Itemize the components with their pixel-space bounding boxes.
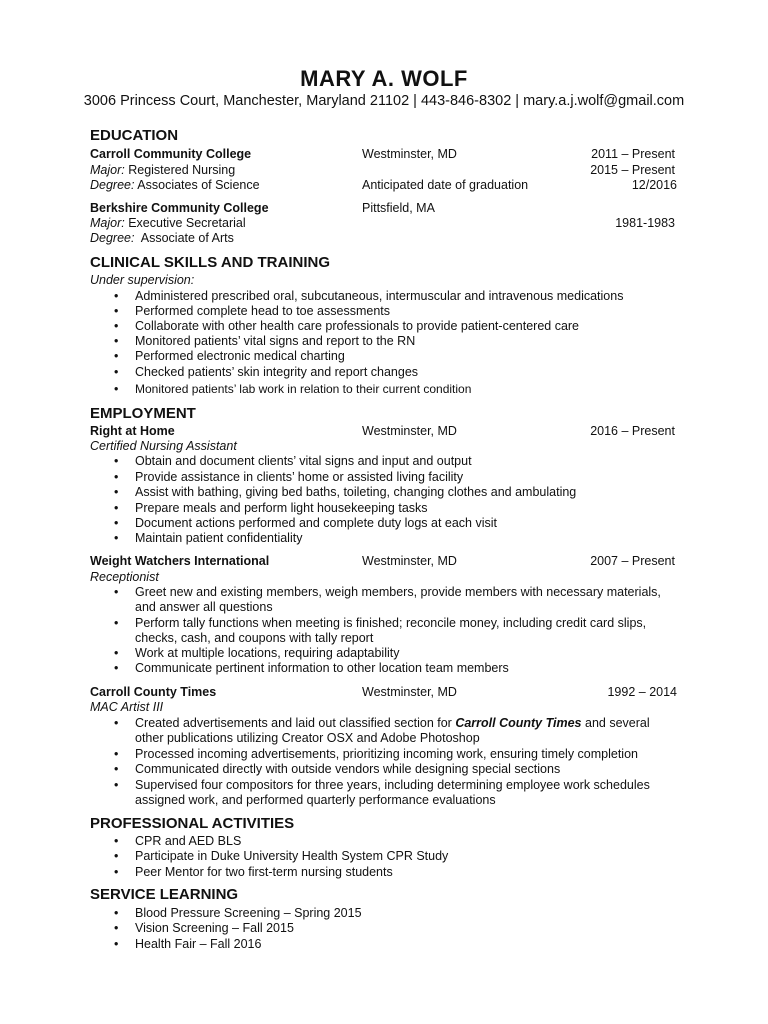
job-duty: Communicated directly with outside vendors while designing special sections xyxy=(135,762,561,776)
employer-location: Westminster, MD xyxy=(362,685,457,699)
duty-text: and several xyxy=(585,716,650,730)
job-duty: Supervised four compositors for three years, including determining employee work schedules xyxy=(135,778,650,792)
education-heading: EDUCATION xyxy=(90,127,179,144)
school-location: Pittsfield, MA xyxy=(362,201,435,215)
bullet-glyph: • xyxy=(114,501,119,515)
bullet-glyph: • xyxy=(114,834,119,848)
job-title: Receptionist xyxy=(90,570,159,584)
job-duty: Processed incoming advertisements, prioritizing incoming work, ensuring timely completion xyxy=(135,747,638,761)
job-duty: Greet new and existing members, weigh members, provide members with necessary materials, xyxy=(135,585,661,599)
graduation-note: Anticipated date of graduation xyxy=(362,178,529,192)
job-duty-continued: and answer all questions xyxy=(135,600,273,614)
degree-value: Associate of Arts xyxy=(140,231,234,245)
job-duty: Assist with bathing, giving bed baths, toileting, changing clothes and ambulating xyxy=(135,485,577,499)
job-duty: Maintain patient confidentiality xyxy=(135,531,303,545)
employment-dates: 1992 – 2014 xyxy=(607,685,677,699)
school-name: Carroll Community College xyxy=(90,147,252,161)
school-dates: 2011 – Present xyxy=(591,147,675,161)
activity-item: Peer Mentor for two first-term nursing students xyxy=(135,865,393,879)
job-duty-continued: assigned work, and performed quarterly performance evaluations xyxy=(135,793,496,807)
major-dates: 2015 – Present xyxy=(590,163,675,177)
service-item: Vision Screening – Fall 2015 xyxy=(135,921,294,935)
bullet-glyph: • xyxy=(114,334,119,348)
employer-name: Right at Home xyxy=(90,424,175,438)
bullet-glyph: • xyxy=(114,585,119,599)
bullet-glyph: • xyxy=(114,762,119,776)
major-dates: 1981-1983 xyxy=(615,216,675,230)
bullet-glyph: • xyxy=(114,349,119,363)
bullet-glyph: • xyxy=(114,937,119,951)
bullet-glyph: • xyxy=(114,319,119,333)
school-name: Berkshire Community College xyxy=(90,201,269,215)
job-duty: Perform tally functions when meeting is finished; reconcile money, including credit card slips, xyxy=(135,616,647,630)
employer-location: Westminster, MD xyxy=(362,424,457,438)
bullet-glyph: • xyxy=(114,304,119,318)
service-heading: SERVICE LEARNING xyxy=(90,886,239,903)
clinical-item: Collaborate with other health care professionals to provide patient-centered care xyxy=(135,319,580,333)
employer-name: Weight Watchers International xyxy=(90,554,270,568)
clinical-item: Monitored patients’ lab work in relation to their current condition xyxy=(135,382,472,396)
clinical-item: Performed electronic medical charting xyxy=(135,349,345,363)
bullet-glyph: • xyxy=(114,289,119,303)
major-line xyxy=(90,163,235,178)
clinical-heading: CLINICAL SKILLS AND TRAINING xyxy=(90,254,330,271)
job-title: Certified Nursing Assistant xyxy=(90,439,237,453)
service-item: Health Fair – Fall 2016 xyxy=(135,937,262,951)
major-label: Major: xyxy=(90,216,125,230)
job-duty: Provide assistance in clients’ home or assisted living facility xyxy=(135,470,464,484)
bullet-glyph: • xyxy=(114,747,119,761)
service-item: Blood Pressure Screening – Spring 2015 xyxy=(135,906,362,920)
activity-item: CPR and AED BLS xyxy=(135,834,242,848)
job-duty-continued: other publications utilizing Creator OSX and Adobe Photoshop xyxy=(135,731,480,745)
degree-label: Degree: xyxy=(90,178,135,192)
major-label: Major: xyxy=(90,163,125,177)
bullet-glyph: • xyxy=(114,646,119,660)
major-line xyxy=(90,216,246,231)
job-duty-continued: checks, cash, and coupons with tally report xyxy=(135,631,374,645)
publication-name: Carroll County Times xyxy=(455,716,582,730)
bullet-glyph: • xyxy=(114,365,119,379)
bullet-glyph: • xyxy=(114,616,119,630)
job-duty: Work at multiple locations, requiring adaptability xyxy=(135,646,400,660)
degree-line xyxy=(90,231,234,246)
bullet-glyph: • xyxy=(114,454,119,468)
professional-heading: PROFESSIONAL ACTIVITIES xyxy=(90,815,295,832)
bullet-glyph: • xyxy=(114,485,119,499)
employment-dates: 2007 – Present xyxy=(590,554,675,568)
bullet-glyph: • xyxy=(114,716,119,730)
bullet-glyph: • xyxy=(114,865,119,879)
clinical-item: Performed complete head to toe assessments xyxy=(135,304,390,318)
job-duty xyxy=(135,716,650,731)
major-value: Registered Nursing xyxy=(128,163,236,177)
bullet-glyph: • xyxy=(114,661,119,675)
clinical-item: Monitored patients’ vital signs and report to the RN xyxy=(135,334,416,348)
bullet-glyph: • xyxy=(114,382,119,396)
degree-label: Degree: xyxy=(90,231,135,245)
bullet-glyph: • xyxy=(114,921,119,935)
employer-name: Carroll County Times xyxy=(90,685,217,699)
degree-line xyxy=(90,178,260,193)
major-value: Executive Secretarial xyxy=(128,216,246,230)
bullet-glyph: • xyxy=(114,531,119,545)
graduation-date: 12/2016 xyxy=(631,178,677,192)
bullet-glyph: • xyxy=(114,516,119,530)
job-duty: Communicate pertinent information to other location team members xyxy=(135,661,509,675)
employer-location: Westminster, MD xyxy=(362,554,457,568)
degree-value: Associates of Science xyxy=(137,178,260,192)
employment-heading: EMPLOYMENT xyxy=(90,405,196,422)
activity-item: Participate in Duke University Health System CPR Study xyxy=(135,849,449,863)
job-title: MAC Artist III xyxy=(90,700,164,714)
clinical-subtitle: Under supervision: xyxy=(90,273,195,287)
clinical-item: Checked patients’ skin integrity and report changes xyxy=(135,365,419,379)
bullet-glyph: • xyxy=(114,470,119,484)
clinical-item: Administered prescribed oral, subcutaneous, intermuscular and intravenous medications xyxy=(135,289,624,303)
duty-text: Created advertisements and laid out classified section for xyxy=(135,716,452,730)
resume-name: MARY A. WOLF xyxy=(300,66,468,91)
employment-dates: 2016 – Present xyxy=(590,424,675,438)
job-duty: Prepare meals and perform light housekeeping tasks xyxy=(135,501,428,515)
job-duty: Obtain and document clients’ vital signs and input and output xyxy=(135,454,472,468)
contact-line: 3006 Princess Court, Manchester, Maryland 21102 | 443-846-8302 | mary.a.j.wolf@gmail.com xyxy=(83,93,685,109)
bullet-glyph: • xyxy=(114,849,119,863)
bullet-glyph: • xyxy=(114,906,119,920)
job-duty: Document actions performed and complete duty logs at each visit xyxy=(135,516,497,530)
school-location: Westminster, MD xyxy=(362,147,457,161)
bullet-glyph: • xyxy=(114,778,119,792)
